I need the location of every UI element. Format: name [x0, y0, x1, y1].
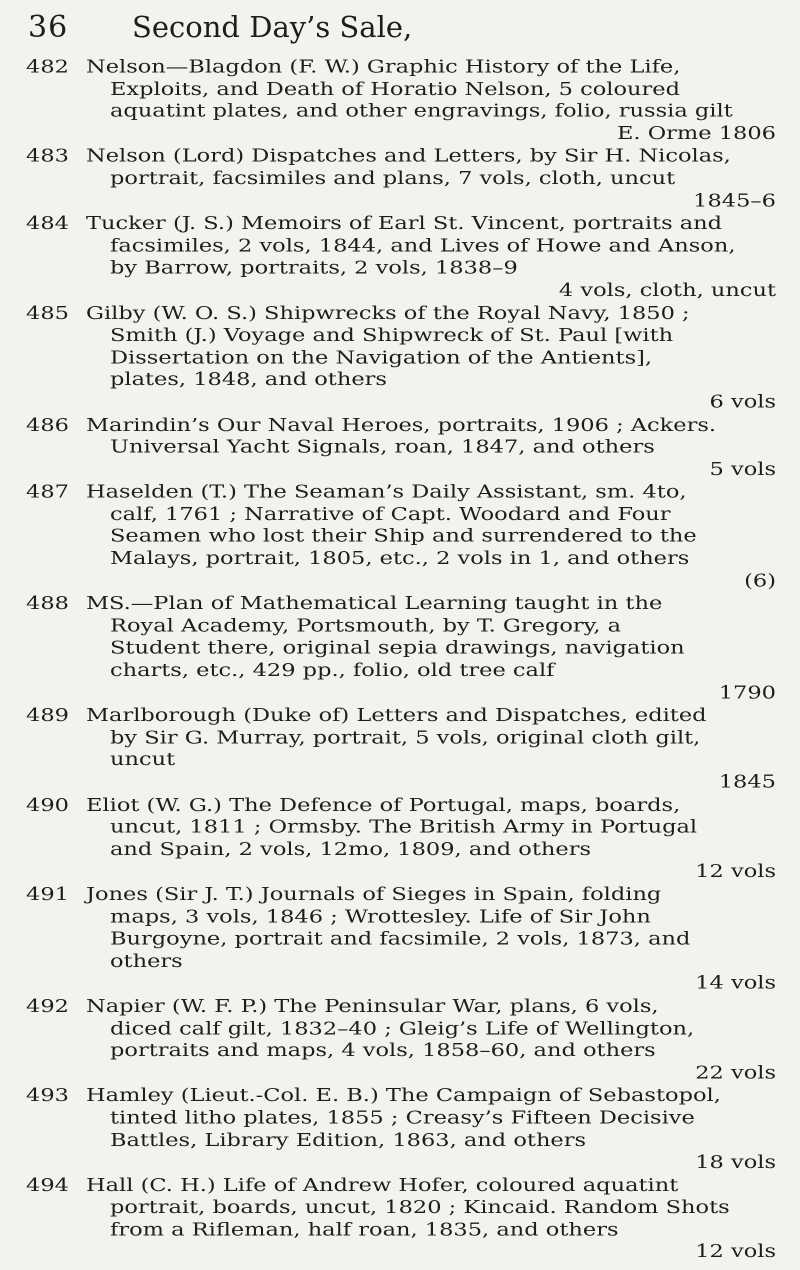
lot-line: Dissertation on the Navigation of the Antients], — [110, 347, 653, 368]
lot-line: Universal Yacht Signals, roan, 1847, and others — [110, 437, 655, 458]
lot-line: Hall (C. H.) Life of Andrew Hofer, coloured aquatint — [86, 1175, 679, 1196]
lot-line: Marlborough (Duke of) Letters and Dispatches, edited — [86, 705, 707, 726]
lot-line: Nelson—Blagdon (F. W.) Graphic History of the Life, — [86, 56, 681, 77]
lot-entry — [0, 705, 800, 794]
lot-line: Marindin’s Our Naval Heroes, portraits, 1906 ; Ackers. — [86, 414, 717, 436]
lot-number: 482 — [26, 56, 69, 77]
lot-entry — [0, 884, 800, 995]
lot-description — [86, 213, 776, 302]
lot-entry — [0, 146, 800, 213]
lot-line: Battles, Library Edition, 1863, and others — [110, 1130, 587, 1151]
lot-line: MS.—Plan of Mathematical Learning taught in the — [86, 593, 663, 615]
lot-line: uncut, 1811 ; Ormsby. The British Army in Portugal — [110, 817, 698, 838]
lot-line: Royal Academy, Portsmouth, by T. Gregory, a — [110, 616, 622, 637]
lot-line: portrait, boards, uncut, 1820 ; Kincaid. Random Shots — [110, 1197, 730, 1218]
lot-entry — [0, 1085, 800, 1174]
lot-entry — [0, 794, 800, 883]
lot-line: Malays, portrait, 1805, etc., 2 vols in 1, and others — [110, 548, 690, 569]
lot-line: others — [110, 951, 183, 972]
lot-tail: 1845–6 — [693, 190, 776, 211]
lot-description — [86, 1175, 776, 1264]
lot-line: plates, 1848, and others — [110, 369, 387, 390]
lot-line: Jones (Sir J. T.) Journals of Sieges in Spain, folding — [86, 884, 662, 905]
lot-line: Nelson (Lord) Dispatches and Letters, by Sir H. Nicolas, — [86, 146, 731, 167]
lot-description — [86, 794, 776, 883]
lot-line: maps, 3 vols, 1846 ; Wrottesley. Life of Sir John — [110, 906, 651, 927]
lot-entry — [0, 481, 800, 592]
lot-line: Student there, original sepia drawings, navigation — [110, 638, 685, 659]
lot-line: Smith (J.) Voyage and Shipwreck of St. Paul [with — [110, 325, 674, 346]
lot-number: 493 — [26, 1085, 69, 1107]
lot-line: charts, etc., 429 pp., folio, old tree calf — [110, 660, 555, 681]
page-number: 36 — [28, 10, 69, 45]
lot-entry — [0, 56, 800, 145]
lot-line: Exploits, and Death of Horatio Nelson, 5 coloured — [110, 78, 680, 100]
lot-description — [86, 593, 776, 704]
page-header — [28, 8, 776, 48]
lot-number: 492 — [26, 996, 69, 1017]
lot-number: 484 — [26, 213, 69, 234]
lot-number: 488 — [26, 593, 69, 615]
lot-description — [86, 705, 776, 794]
lot-entry — [0, 996, 800, 1085]
lot-line: facsimiles, 2 vols, 1844, and Lives of Howe and Anson, — [110, 235, 736, 256]
lot-entry — [0, 593, 800, 704]
lot-line: calf, 1761 ; Narrative of Capt. Woodard and Four — [110, 504, 671, 525]
lot-line: aquatint plates, and other engravings, folio, russia gilt — [110, 101, 733, 122]
lot-line: diced calf gilt, 1832–40 ; Gleig’s Life of Wellington, — [110, 1018, 695, 1039]
lot-entry — [0, 414, 800, 481]
lot-entry — [0, 213, 800, 302]
lot-line: portraits and maps, 4 vols, 1858–60, and others — [110, 1040, 656, 1061]
lot-line: and Spain, 2 vols, 12mo, 1809, and others — [110, 839, 591, 860]
lot-tail: 1790 — [718, 682, 776, 703]
lot-number: 486 — [26, 414, 69, 436]
lot-number: 491 — [26, 884, 69, 905]
lot-description — [86, 481, 776, 592]
lot-tail: E. Orme 1806 — [617, 123, 776, 144]
lot-entry — [0, 302, 800, 413]
lot-list — [0, 56, 800, 1264]
lot-description — [86, 884, 776, 995]
lot-number: 483 — [26, 146, 69, 167]
lot-line: from a Rifleman, half roan, 1835, and others — [110, 1219, 619, 1240]
running-head: Second Day’s Sale, — [132, 10, 413, 44]
lot-description — [86, 996, 776, 1085]
lot-number: 494 — [26, 1175, 69, 1196]
lot-description — [86, 414, 776, 481]
lot-line: Seamen who lost their Ship and surrendered to the — [110, 526, 697, 547]
lot-number: 490 — [26, 795, 69, 816]
lot-line: Burgoyne, portrait and facsimile, 2 vols, 1873, and — [110, 929, 691, 950]
lot-tail: 12 vols — [695, 1241, 776, 1263]
lot-line: portrait, facsimiles and plans, 7 vols, cloth, uncut — [110, 168, 676, 189]
lot-line: Napier (W. F. P.) The Peninsular War, plans, 6 vols, — [86, 996, 659, 1017]
lot-tail: 1845 — [718, 772, 776, 793]
lot-tail: 12 vols — [695, 861, 776, 882]
lot-number: 487 — [26, 482, 69, 503]
lot-line: by Barrow, portraits, 2 vols, 1838–9 — [110, 258, 518, 279]
lot-line: Gilby (W. O. S.) Shipwrecks of the Royal Navy, 1850 ; — [86, 303, 690, 324]
lot-description — [86, 146, 776, 213]
lot-tail: 6 vols — [709, 391, 776, 413]
lot-entry — [0, 1175, 800, 1264]
lot-tail: 4 vols, cloth, uncut — [558, 280, 776, 301]
lot-number: 489 — [26, 705, 69, 726]
lot-tail: 5 vols — [709, 459, 776, 480]
lot-tail: 22 vols — [695, 1062, 776, 1084]
lot-line: by Sir G. Murray, portrait, 5 vols, original cloth gilt, — [110, 727, 701, 748]
lot-description — [86, 56, 776, 145]
lot-tail: (6) — [744, 570, 776, 592]
lot-line: Tucker (J. S.) Memoirs of Earl St. Vincent, portraits and — [86, 213, 723, 234]
lot-description — [86, 302, 776, 413]
lot-number: 485 — [26, 303, 69, 324]
lot-description — [86, 1085, 776, 1174]
lot-tail: 14 vols — [695, 973, 776, 994]
lot-tail: 18 vols — [695, 1152, 776, 1173]
lot-line: Haselden (T.) The Seaman’s Daily Assistant, sm. 4to, — [86, 482, 687, 503]
lot-line: Eliot (W. G.) The Defence of Portugal, maps, boards, — [86, 795, 681, 816]
lot-line: Hamley (Lieut.-Col. E. B.) The Campaign of Sebastopol, — [86, 1085, 721, 1107]
lot-line: tinted litho plates, 1855 ; Creasy’s Fifteen Decisive — [110, 1108, 695, 1129]
lot-line: uncut — [110, 749, 176, 771]
